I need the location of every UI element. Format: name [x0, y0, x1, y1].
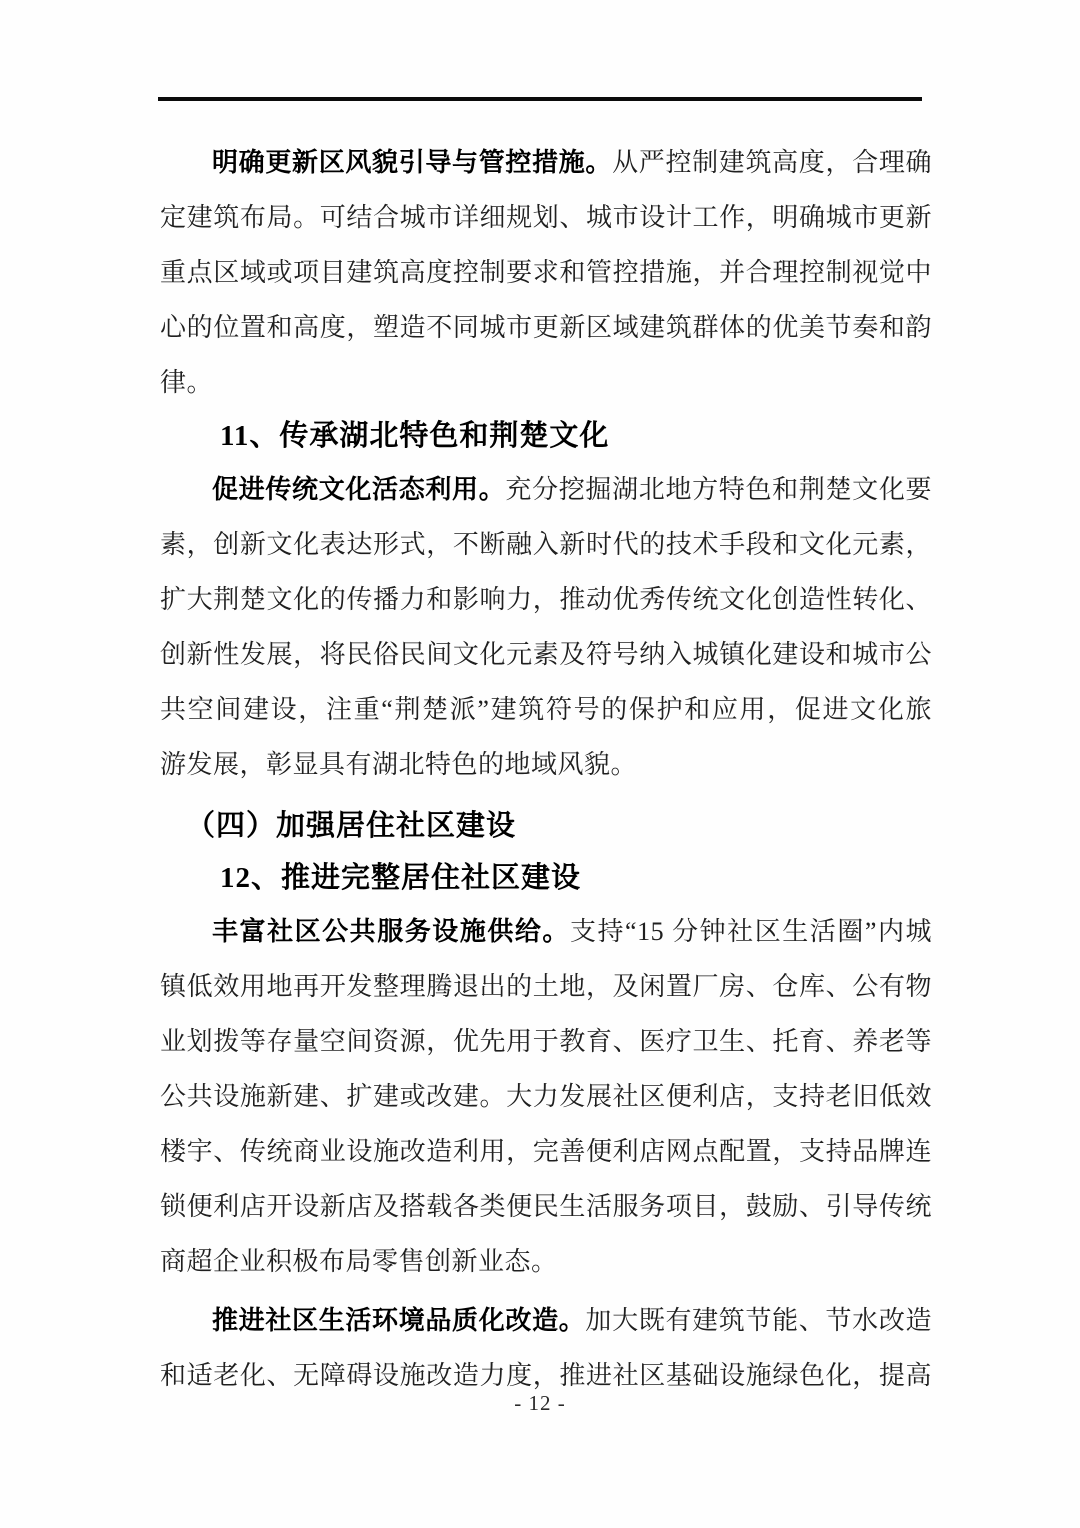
text-line: 创新性发展，将民俗民间文化元素及符号纳入城镇化建设和城市公 — [160, 640, 932, 669]
text-line: 扩大荆楚文化的传播力和影响力，推动优秀传统文化创造性转化、 — [160, 585, 932, 614]
para-living-environment-upgrade — [160, 1293, 932, 1403]
text-line: 游发展，彰显具有湖北特色的地域风貌。 — [160, 750, 638, 779]
text-line: 镇低效用地再开发整理腾退出的土地，及闲置厂房、仓库、公有物 — [160, 972, 932, 1001]
para-community-public-services — [160, 904, 932, 1289]
heading-11-hubei-jingchu-culture: 11、传承湖北特色和荆楚文化 — [220, 420, 610, 452]
heading-12-complete-residential-community: 12、推进完整居住社区建设 — [220, 862, 582, 894]
text-line: 定建筑布局。可结合城市详细规划、城市设计工作，明确城市更新 — [160, 203, 932, 232]
bold-lead-sentence: 推进社区生活环境品质化改造。 — [212, 1306, 586, 1335]
bold-lead-sentence: 丰富社区公共服务设施供给。 — [212, 917, 570, 946]
text-line: 楼宇、传统商业设施改造利用，完善便利店网点配置，支持品牌连 — [160, 1137, 932, 1166]
text-line: 促进传统文化活态利用。充分挖掘湖北地方特色和荆楚文化要 — [212, 475, 932, 504]
text-line: 丰富社区公共服务设施供给。支持“15 分钟社区生活圈”内城 — [212, 917, 932, 946]
text-line: 公共设施新建、扩建或改建。大力发展社区便利店，支持老旧低效 — [160, 1082, 932, 1111]
bold-lead-sentence: 明确更新区风貌引导与管控措施。 — [212, 148, 613, 177]
para-style-guidance-control — [160, 135, 932, 410]
text-line: 共空间建设，注重“荆楚派”建筑符号的保护和应用，促进文化旅 — [160, 695, 932, 724]
text-line: 律。 — [160, 368, 214, 397]
text-line: 推进社区生活环境品质化改造。加大既有建筑节能、节水改造 — [212, 1306, 932, 1335]
text-line: 重点区域或项目建筑高度控制要求和管控措施，并合理控制视觉中 — [160, 258, 932, 287]
document-body — [160, 135, 932, 1403]
heading-section-4-residential-community: （四）加强居住社区建设 — [186, 810, 517, 842]
text-line: 素，创新文化表达形式，不断融入新时代的技术手段和文化元素， — [160, 530, 932, 559]
text-line: 明确更新区风貌引导与管控措施。从严控制建筑高度，合理确 — [212, 148, 932, 177]
text-line: 锁便利店开设新店及搭载各类便民生活服务项目，鼓励、引导传统 — [160, 1192, 932, 1221]
text-line: 商超企业积极布局零售创新业态。 — [160, 1247, 558, 1276]
text-line: 心的位置和高度，塑造不同城市更新区域建筑群体的优美节奏和韵 — [160, 313, 932, 342]
text-line: 和适老化、无障碍设施改造力度，推进社区基础设施绿色化，提高 — [160, 1361, 932, 1390]
bold-lead-sentence: 促进传统文化活态利用。 — [212, 475, 506, 504]
text-line: 业划拨等存量空间资源，优先用于教育、医疗卫生、托育、养老等 — [160, 1027, 932, 1056]
page-number: - 12 - — [514, 1391, 566, 1415]
header-rule — [158, 97, 922, 101]
para-traditional-culture-use — [160, 462, 932, 792]
